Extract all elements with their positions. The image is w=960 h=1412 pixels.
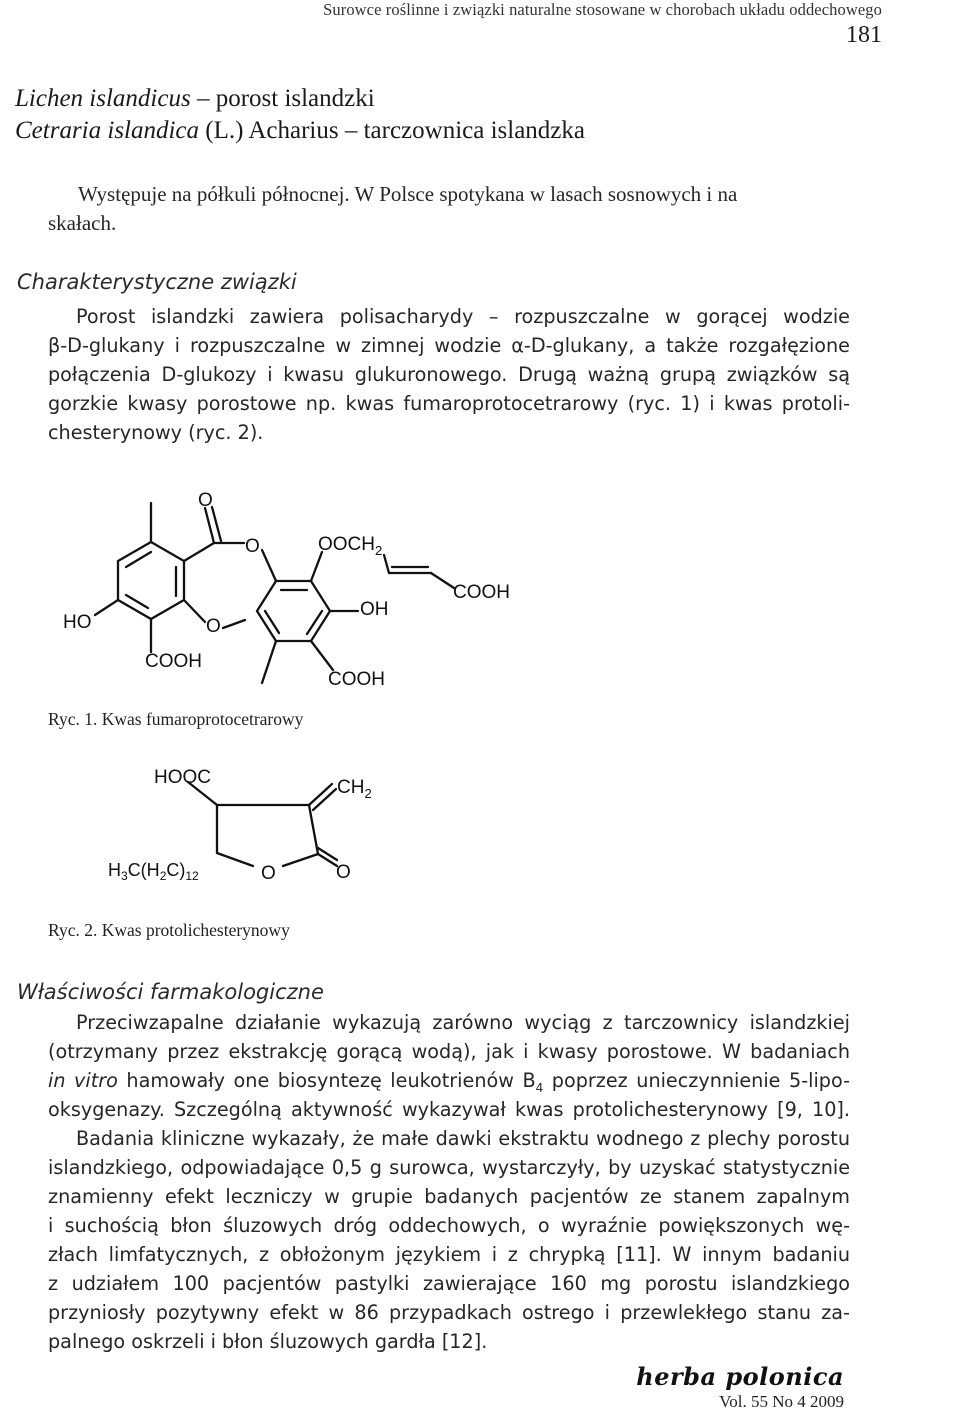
fig2-o-ring: O [261, 863, 276, 884]
structure-protolichesterinic-acid [100, 760, 380, 890]
paragraph-line: palnego oskrzeli i błon śluzowych gardła [12]. [48, 1330, 488, 1353]
paragraph-line: gorzkie kwasy porostowe np. kwas fumaroprotocetrarowy (ryc. 1) i kwas protoli- [48, 392, 850, 415]
title-line-2 [15, 117, 585, 145]
intro-line-1: Występuje na półkuli północnej. W Polsce spotykana w lasach sosnowych i na [78, 182, 738, 206]
fig1-cooh-end: COOH [453, 582, 510, 603]
fig1-oh: OH [360, 599, 389, 620]
structure-fumaroprotocetraric-acid [40, 480, 510, 695]
paragraph-line: z udziałem 100 pacjentów pastylki zawierające 160 mg porostu islandzkiego [48, 1272, 850, 1295]
fig2-alkyl-chain: $H_3C(H_2C)_{12}$ [108, 860, 199, 883]
fig2-ch2: $CH_2$ [337, 777, 372, 801]
paragraph-line: (otrzymany przez ekstrakcję gorącą wodą), jak i kwasy porostowe. W badaniach [48, 1040, 850, 1063]
figure-2-caption: Ryc. 2. Kwas protolichesterynowy [48, 920, 290, 940]
polish-name-2: (L.) Acharius – tarczownica islandzka [199, 117, 585, 144]
section-heading-pharmacology: Właściwości farmakologiczne [17, 980, 324, 1004]
fig2-hooc: HOOC [154, 767, 211, 788]
fig1-ooch2: $OOCH_2$ [318, 534, 383, 558]
left-ring [118, 542, 184, 619]
paragraph-line: złach limfatycznych, z obłożonym językiem i z chrypką [11]. W innym badaniu [48, 1243, 850, 1266]
text-run: hamowały one biosyntezę leukotrienów B [117, 1069, 536, 1092]
fig1-ho: HO [63, 612, 92, 633]
paragraph-line: przyniosły pozytywny efekt w 86 przypadkach ostrego i przewlekłego stanu za- [48, 1301, 850, 1324]
title-line-1 [15, 85, 375, 113]
fig1-cooh-left: COOH [145, 651, 202, 672]
paragraph-line: oksygenazy. Szczególną aktywność wykazywał kwas protolichesterynowy [9, 10]. [48, 1098, 850, 1121]
paragraph-line: znamienny efekt leczniczy w grupie badanych pacjentów ze stanem zapalnym [48, 1185, 850, 1208]
subscript: 4 [535, 1080, 544, 1095]
figure-1-caption: Ryc. 1. Kwas fumaroprotocetrarowy [48, 709, 304, 729]
fig1-o-ring: O [245, 536, 260, 557]
section-heading-compounds: Charakterystyczne związki [17, 270, 297, 294]
fig2-o-carbonyl: O [336, 862, 351, 883]
fig1-o-ether: O [206, 616, 221, 637]
journal-logo: herba polonica [636, 1362, 844, 1391]
paragraph-line: islandzkiego, odpowiadające 0,5 g surowca, wystarczyły, by uzyskać statystycznie [48, 1156, 850, 1179]
fig1-cooh-right: COOH [328, 669, 385, 690]
volume-info: Vol. 55 No 4 2009 [719, 1392, 844, 1411]
latin-name: Lichen islandicus [15, 85, 191, 112]
fig1-o-carbonyl: O [198, 490, 213, 511]
intro-line-2: skałach. [48, 211, 117, 235]
text-run: poprzez unieczynnienie 5-lipo- [543, 1069, 850, 1092]
paragraph-line: Przeciwzapalne działanie wykazują zarówno wyciąg z tarczownicy islandzkiej [76, 1011, 850, 1034]
paragraph-line: i suchością błon śluzowych dróg oddechowych, o wyraźnie powiększonych wę- [48, 1214, 850, 1237]
polish-name: – porost islandzki [190, 85, 375, 112]
paragraph-line: Porost islandzki zawiera polisacharydy – rozpuszczalne w gorącej wodzie [76, 305, 850, 328]
in-vitro-term: in vitro [48, 1069, 118, 1092]
paragraph-line: Badania kliniczne wykazały, że małe dawki ekstraktu wodnego z plechy porostu [76, 1127, 850, 1150]
page-number: 181 [846, 22, 882, 48]
paragraph-line: chesterynowy (ryc. 2). [48, 421, 264, 444]
paragraph-line: połączenia D-glukozy i kwasu glukuronowego. Drugą ważną grupą związków są [48, 363, 850, 386]
paragraph-line: β-D-glukany i rozpuszczalne w zimnej wodzie α-D-glukany, a także rozgałęzione [48, 334, 850, 357]
latin-name-2: Cetraria islandica [15, 117, 200, 144]
running-head: Surowce roślinne i związki naturalne stosowane w chorobach układu oddechowego [323, 0, 882, 19]
